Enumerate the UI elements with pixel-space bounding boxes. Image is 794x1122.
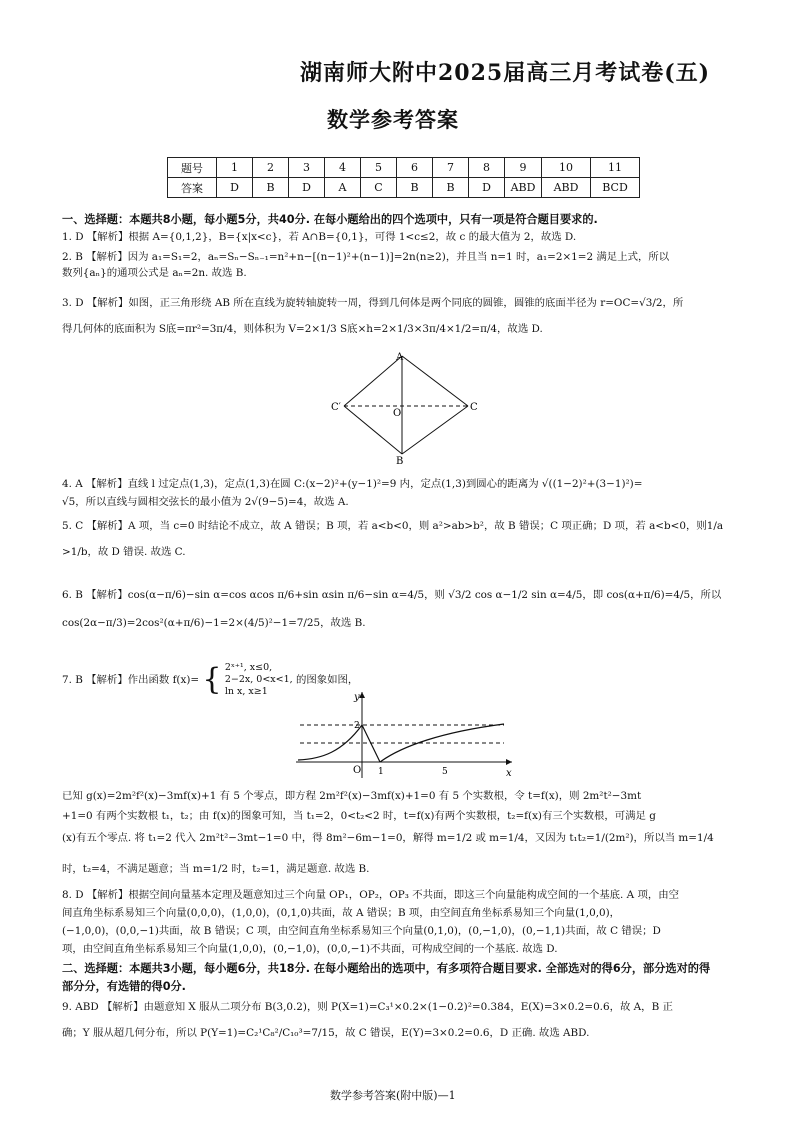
table-cell: BCD — [591, 178, 640, 198]
row-label-numbers: 题号 — [168, 158, 217, 178]
fig-label-b: B — [396, 456, 404, 466]
answer-q2-line1: 2. B 【解析】因为 a₁=S₁=2，aₙ=Sₙ−Sₙ₋₁=n²+n−[(n−1)²+(n−1)]=2n(n≥2)，并且当 n=1 时，a₁=2×1=2 满足上式，所以 — [62, 251, 670, 263]
table-cell: 1 — [217, 158, 253, 178]
answer-q8-line2: 间直角坐标系易知三个向量(0,0,0)，(1,0,0)，(0,1,0)共面，故 A 错误；B 项，由空间直角坐标系易知三个向量(1,0,0)， — [62, 907, 621, 919]
piecewise-cases — [225, 662, 293, 698]
q7-tail-text: 的图象如图， — [295, 674, 359, 686]
table-cell: 11 — [591, 158, 640, 178]
answer-q1: 1. D 【解析】根据 A={0,1,2}，B={x|x<c}，若 A∩B={0,1}，可得 1<c≤2，故 c 的最大值为 2，故选 D. — [62, 231, 577, 243]
page-subtitle: 数学参考答案 — [327, 107, 459, 132]
table-cell: D — [217, 178, 253, 198]
page-title: 湖南师大附中2025届高三月考试卷(五) — [300, 60, 711, 86]
answer-q8-line1: 8. D 【解析】根据空间向量基本定理及题意知过三个向量 OP₁，OP₂，OP₃ 不共面，即这三个向量能构成空间的一个基底. A 项，由空 — [62, 889, 680, 901]
answer-q3-line1: 3. D 【解析】如图，正三角形绕 AB 所在直线为旋转轴旋转一周，得到几何体是两个同底的圆锥，圆锥的底面半径为 r=OC=√3/2，所 — [62, 297, 684, 309]
answer-q5-line2: >1/b，故 D 错误. 故选 C. — [62, 546, 186, 558]
answer-q7-line3: (x)有五个零点. 将 t₁=2 代入 2m²t²−3mt−1=0 中，得 8m²−6m−1=0，解得 m=1/2 或 m=1/4，又因为 t₁t₂=1/(2m²)，所以当 m=1/4 — [62, 832, 714, 844]
table-cell: B — [433, 178, 469, 198]
tick-label: 1 — [378, 767, 384, 777]
tick-label: 2 — [354, 721, 360, 731]
answer-q4-line1: 4. A 【解析】直线 l 过定点(1,3)，定点(1,3)在圆 C:(x−2)²+(y−1)²=9 内，定点(1,3)到圆心的距离为 √((1−2)²+(3−1)²)= — [62, 478, 643, 490]
axis-label-y: y — [354, 692, 360, 703]
table-cell: A — [325, 178, 361, 198]
table-cell: 2 — [253, 158, 289, 178]
table-cell: 10 — [542, 158, 591, 178]
row-label-answers: 答案 — [168, 178, 217, 198]
table-cell: C — [361, 178, 397, 198]
axis-label-x: x — [506, 768, 512, 779]
figure-double-cone — [330, 350, 480, 466]
answer-q7-line1: 已知 g(x)=2m²f²(x)−3mf(x)+1 有 5 个零点，即方程 2m²f²(x)−3mf(x)+1=0 有 5 个实数根，令 t=f(x)，则 2m²t²−3mt — [62, 790, 642, 802]
answer-q8-line4: 项，由空间直角坐标系易知三个向量(1,0,0)，(0,−1,0)，(0,0,−1)不共面，可构成空间的一个基底. 故选 D. — [62, 943, 558, 955]
answer-q3-line2: 得几何体的底面积为 S底=πr²=3π/4，则体积为 V=2×1/3 S底×h=2×1/3×3π/4×1/2=π/4，故选 D. — [62, 323, 543, 335]
answer-table-answer-row — [168, 178, 640, 198]
answer-q6-line2: cos(2α−π/3)=2cos²(α+π/6)−1=2×(4/5)²−1=7/25，故选 B. — [62, 617, 366, 629]
answer-q5-line1: 5. C 【解析】A 项，当 c=0 时结论不成立，故 A 错误；B 项，若 a<b<0，则 a²>ab>b²，故 B 错误；C 项正确；D 项，若 a<b<0，则1/a — [62, 520, 724, 532]
q7-head-text: 7. B 【解析】作出函数 f(x)= — [62, 674, 200, 686]
fig-label-a: A — [396, 352, 404, 363]
table-cell: ABD — [542, 178, 591, 198]
fig-label-c-prime: C′ — [331, 402, 341, 413]
table-cell: B — [253, 178, 289, 198]
section-heading-1: 一、选择题：本题共8小题，每小题5分，共40分. 在每小题给出的四个选项中，只有一项是符合题目要求的. — [62, 213, 598, 226]
piecewise-case: ln x, x≥1 — [224, 686, 268, 697]
fig-label-o: O — [393, 408, 402, 419]
answer-table — [167, 157, 640, 198]
table-cell: D — [289, 178, 325, 198]
page-footer: 数学参考答案(附中版)—1 — [330, 1089, 456, 1102]
answer-q6-line1: 6. B 【解析】cos(α−π/6)−sin α=cos αcos π/6+sin αsin π/6−sin α=4/5，则 √3/2 cos α−1/2 sin α=4/5，即 cos(α+π/6)=4/5，所以 — [62, 589, 722, 601]
answer-table-number-row — [168, 158, 640, 178]
table-cell: 5 — [361, 158, 397, 178]
table-cell: D — [469, 178, 505, 198]
answer-q7-line2: +1=0 有两个实数根 t₁，t₂；由 f(x)的图象可知，当 t₁=2，0<t₂<2 时，t=f(x)有两个实数根，t₂=f(x)有三个实数根，可满足 g — [62, 810, 656, 822]
table-cell: 6 — [397, 158, 433, 178]
table-cell: 4 — [325, 158, 361, 178]
section-heading-2-line2: 部分分，有选错的得0分. — [62, 980, 186, 993]
answer-q4-line2: √5，所以直线与圆相交弦长的最小值为 2√(9−5)=4，故选 A. — [62, 496, 349, 508]
answer-q9-line1: 9. ABD 【解析】由题意知 X 服从二项分布 B(3,0.2)，则 P(X=1)=C₃¹×0.2×(1−0.2)²=0.384，E(X)=3×0.2=0.6，故 A，B 正 — [62, 1001, 673, 1013]
fig-label-c: C — [470, 402, 478, 413]
tick-label: 5 — [442, 767, 448, 777]
table-cell: 9 — [505, 158, 542, 178]
table-cell: B — [397, 178, 433, 198]
answer-q9-line2: 确；Y 服从超几何分布，所以 P(Y=1)=C₂¹C₈²/C₁₀³=7/15，故 C 错误，E(Y)=3×0.2=0.6，D 正确. 故选 ABD. — [62, 1027, 590, 1039]
piecewise-case: 2ˣ⁺¹, x≤0, — [224, 662, 273, 673]
table-cell: ABD — [505, 178, 542, 198]
section-heading-2-line1: 二、选择题：本题共3小题，每小题6分，共18分. 在每小题给出的选项中，有多项符合题目要求. 全部选对的得6分，部分选对的得 — [62, 962, 711, 975]
table-cell: 7 — [433, 158, 469, 178]
answer-q8-line3: (−1,0,0)，(0,0,−1)共面，故 B 错误；C 项，由空间直角坐标系易知三个向量(0,1,0)，(0,−1,0)，(0,−1,1)共面，故 C 错误；D — [62, 925, 661, 937]
axis-origin-label: O — [353, 765, 362, 776]
answer-q7-line4: 时，t₂=4，不满足题意；当 m=1/2 时，t₂=1，满足题意. 故选 B. — [62, 863, 370, 875]
answer-q2-line2: 数列{aₙ}的通项公式是 aₙ=2n. 故选 B. — [62, 267, 247, 279]
table-cell: 8 — [469, 158, 505, 178]
piecewise-brace: { — [202, 662, 222, 697]
figure-function-graph — [292, 688, 517, 780]
piecewise-case: 2−2x, 0<x<1, — [224, 674, 293, 685]
table-cell: 3 — [289, 158, 325, 178]
